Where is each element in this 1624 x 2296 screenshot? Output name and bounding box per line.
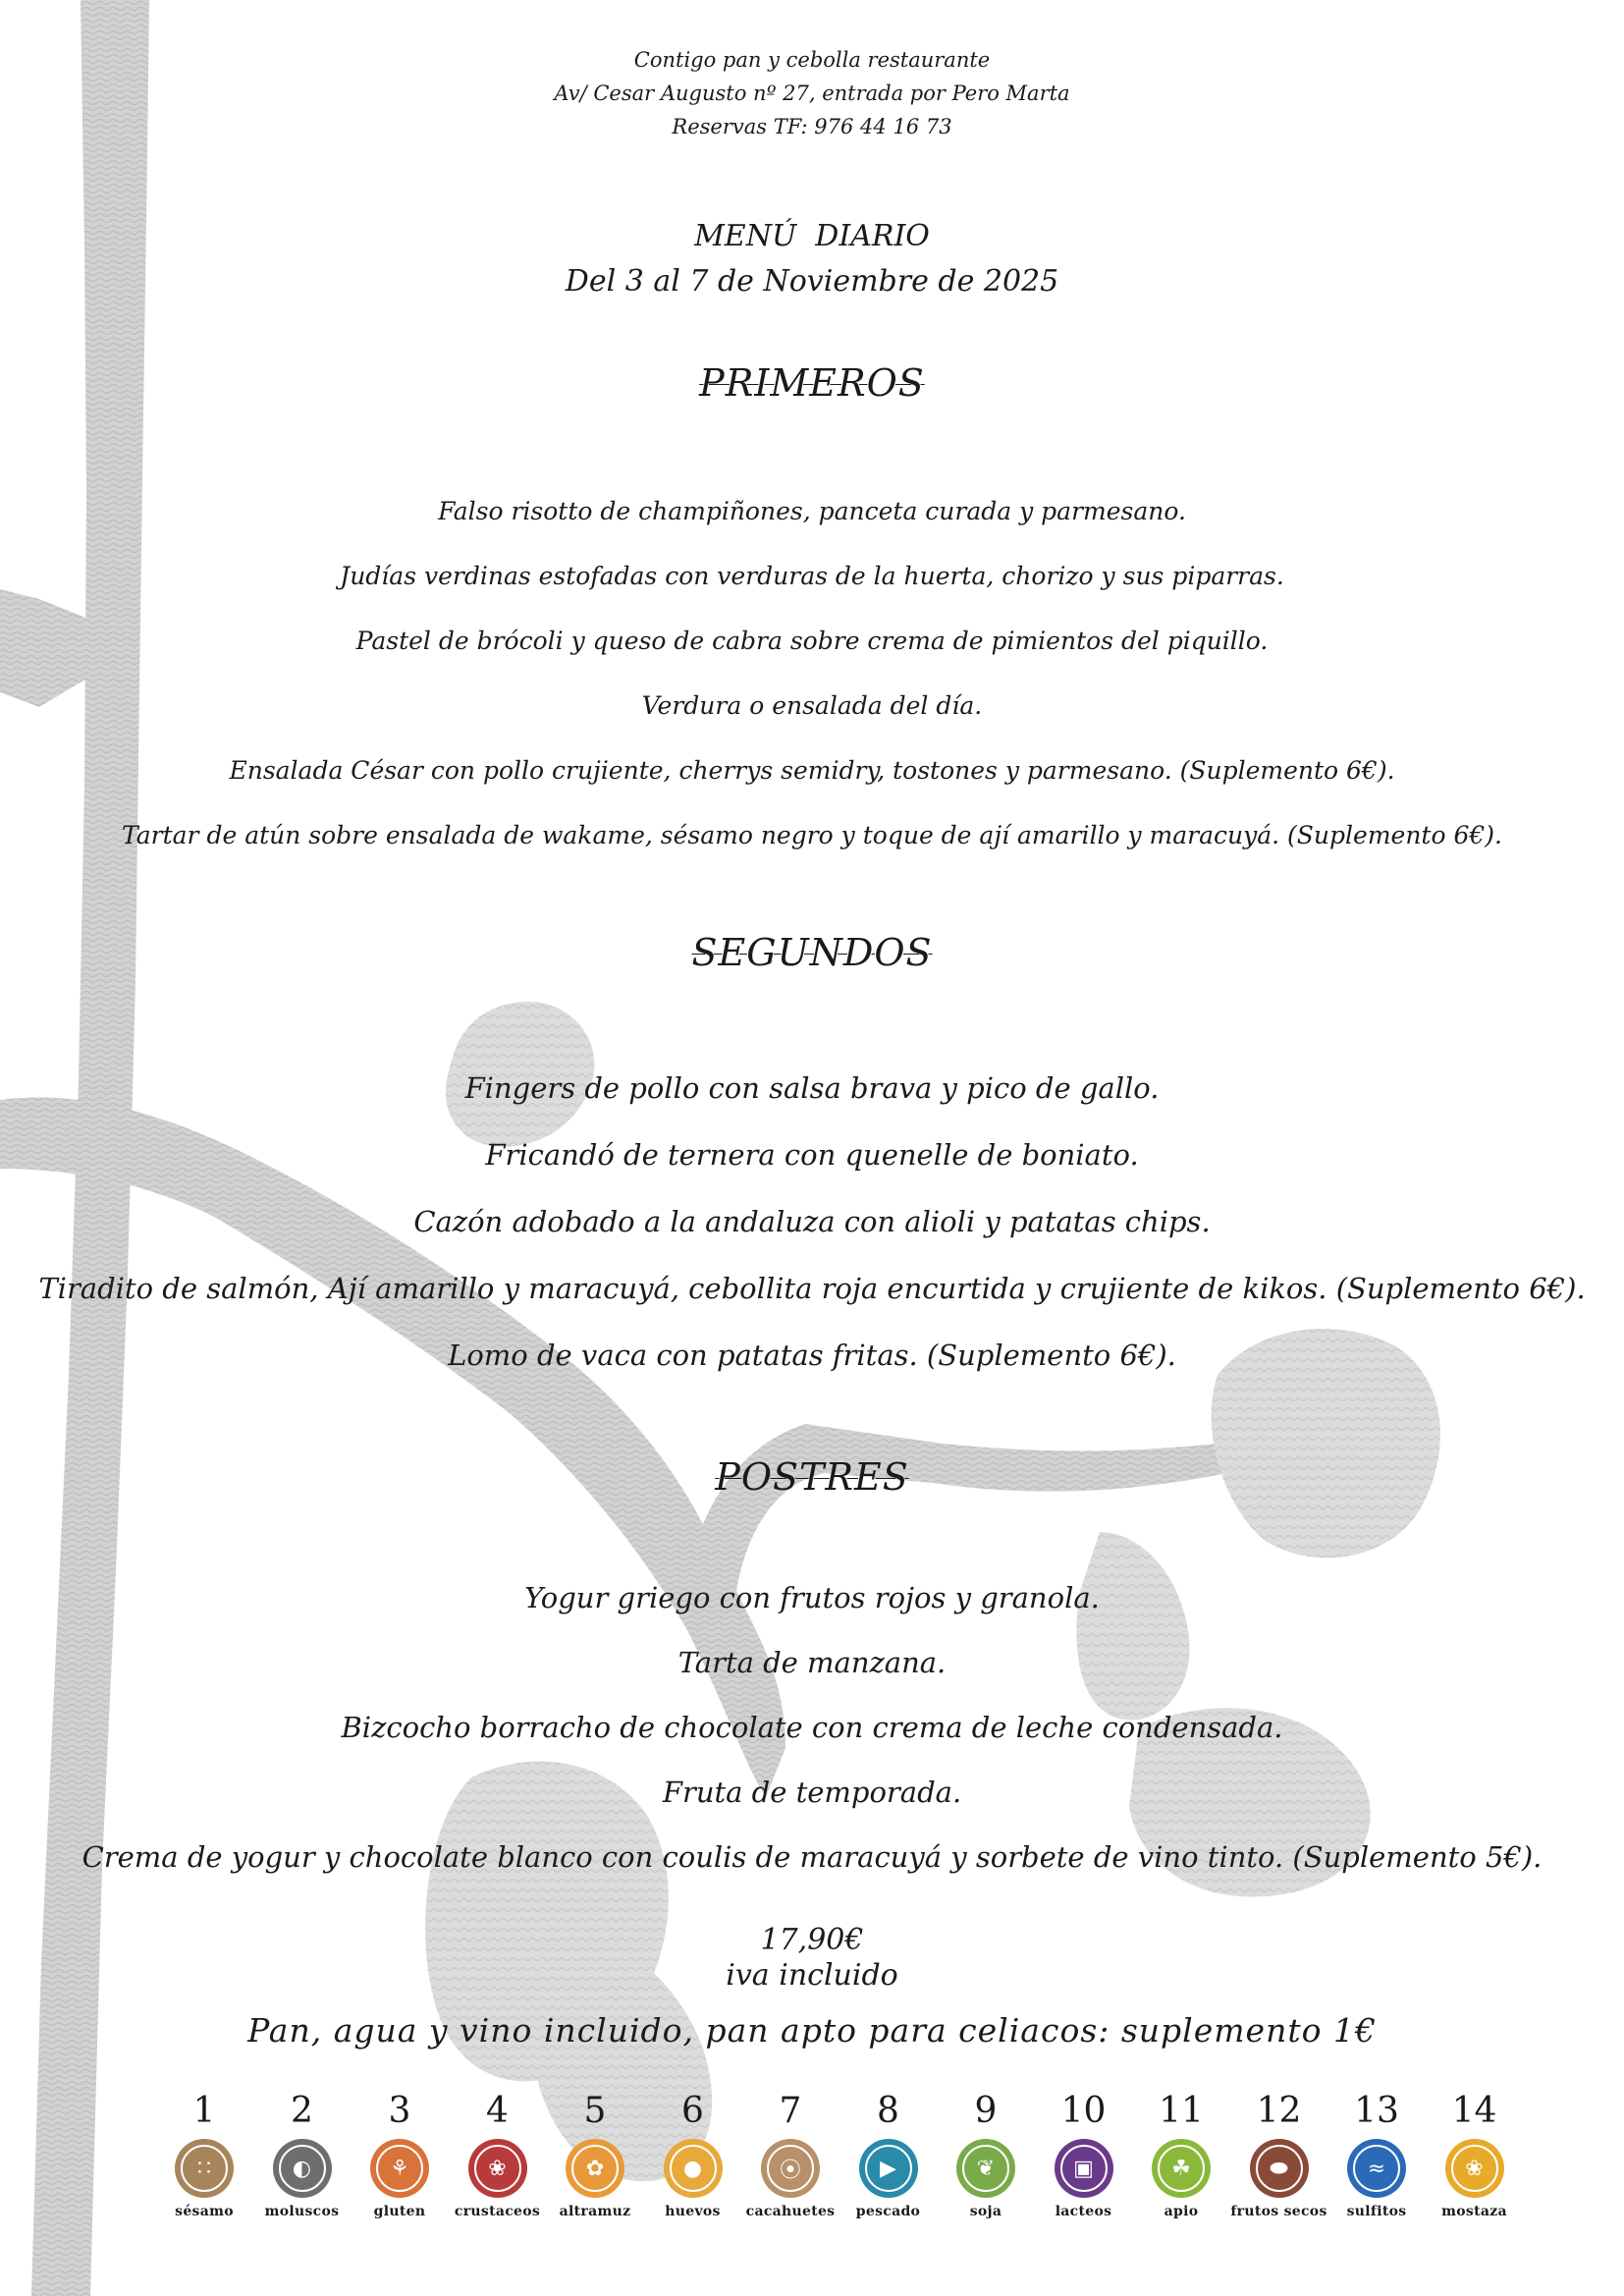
section-title-primeros xyxy=(0,361,1624,405)
allergen-number: 5 xyxy=(583,2091,607,2131)
postres-heading: POSTRES xyxy=(715,1455,909,1499)
allergen-label: pescado xyxy=(855,2204,921,2219)
allergen-item xyxy=(1035,2090,1133,2219)
allergen-label: cacahuetes xyxy=(745,2204,836,2219)
allergen-item xyxy=(1426,2090,1524,2219)
soy-icon: ❦ xyxy=(956,2139,1015,2198)
segundos-heading: SEGUNDOS xyxy=(691,931,933,974)
allergen-number: 6 xyxy=(681,2091,704,2131)
allergen-number: 8 xyxy=(877,2091,899,2131)
fish-icon: ▶ xyxy=(859,2139,918,2198)
allergen-label: huevos xyxy=(665,2204,721,2219)
allergen-number: 11 xyxy=(1159,2091,1204,2131)
mustard-icon: ❀ xyxy=(1445,2139,1504,2198)
dish-item: Falso risotto de champiñones, panceta curada y parmesano. xyxy=(438,497,1186,525)
allergen-item xyxy=(546,2090,644,2219)
primeros-heading: PRIMEROS xyxy=(699,361,925,405)
celery-icon: ☘ xyxy=(1152,2139,1211,2198)
wheat-icon: ⚘ xyxy=(370,2139,429,2198)
dish-item: Tiradito de salmón, Ají amarillo y maracuyá, cebollita roja encurtida y crujiente de kikos. (Suplemento 6€). xyxy=(38,1272,1586,1305)
dish-item: Fricandó de ternera con quenelle de boniato. xyxy=(485,1138,1139,1172)
allergen-label: altramuz xyxy=(559,2204,631,2219)
reservation-phone: Reservas TF: 976 44 16 73 xyxy=(672,115,952,138)
dish-item: Bizcocho borracho de chocolate con crema de leche condensada. xyxy=(341,1711,1283,1744)
allergen-number: 7 xyxy=(779,2091,802,2131)
dish-item: Verdura o ensalada del día. xyxy=(641,691,983,720)
allergen-item xyxy=(1327,2090,1426,2219)
dish-item: Fruta de temporada. xyxy=(662,1776,962,1809)
menu-price: 17,90€ xyxy=(760,1923,864,1957)
allergen-number: 12 xyxy=(1256,2091,1302,2131)
tax-note: iva incluido xyxy=(726,1958,898,1993)
allergen-number: 1 xyxy=(192,2091,216,2131)
allergen-label: gluten xyxy=(373,2204,426,2219)
dish-item: Yogur griego con frutos rojos y granola. xyxy=(524,1581,1100,1614)
dish-item: Tarta de manzana. xyxy=(677,1646,947,1679)
allergen-number: 14 xyxy=(1451,2091,1497,2131)
dish-item: Pastel de brócoli y queso de cabra sobre crema de pimientos del piquillo. xyxy=(355,627,1269,655)
allergen-item xyxy=(155,2090,253,2219)
crab-icon: ❀ xyxy=(468,2139,527,2198)
allergen-label: mostaza xyxy=(1441,2204,1507,2219)
allergen-item xyxy=(351,2090,449,2219)
allergen-label: sulfitos xyxy=(1346,2204,1407,2219)
allergen-number: 10 xyxy=(1060,2091,1107,2131)
allergen-item xyxy=(644,2090,742,2219)
dish-item: Ensalada César con pollo crujiente, cherrys semidry, tostones y parmesano. (Suplemento 6€). xyxy=(229,756,1395,785)
restaurant-address: Av/ Cesar Augusto nº 27, entrada por Pero Marta xyxy=(554,82,1070,105)
menu-title: MENÚ DIARIO xyxy=(694,219,930,253)
allergen-item xyxy=(253,2090,352,2219)
postres-list xyxy=(0,1565,1624,1889)
allergen-item xyxy=(1230,2090,1328,2219)
allergen-label: lacteos xyxy=(1055,2204,1112,2219)
allergen-number: 4 xyxy=(486,2091,509,2131)
dish-item: Crema de yogur y chocolate blanco con coulis de maracuyá y sorbete de vino tinto. (Suplemento 5€). xyxy=(81,1840,1543,1874)
allergen-item xyxy=(1132,2090,1230,2219)
dish-item: Lomo de vaca con patatas fritas. (Suplemento 6€). xyxy=(448,1339,1176,1372)
peanut-icon: ⦿ xyxy=(761,2139,820,2198)
price-block xyxy=(0,1923,1624,1994)
allergen-item xyxy=(937,2090,1035,2219)
allergen-label: apio xyxy=(1164,2204,1199,2219)
sesame-icon: ∷ xyxy=(175,2139,234,2198)
menu-dates: Del 3 al 7 de Noviembre de 2025 xyxy=(565,264,1059,299)
allergen-number: 3 xyxy=(388,2091,411,2131)
milk-icon: ▣ xyxy=(1055,2139,1113,2198)
allergen-label: frutos secos xyxy=(1230,2204,1327,2219)
allergen-label: crustaceos xyxy=(454,2204,541,2219)
shell-icon: ◐ xyxy=(273,2139,332,2198)
dish-item: Fingers de pollo con salsa brava y pico de gallo. xyxy=(464,1071,1160,1105)
allergen-label: sésamo xyxy=(175,2204,234,2219)
allergen-number: 2 xyxy=(291,2091,313,2131)
allergen-item xyxy=(741,2090,839,2219)
allergen-number: 9 xyxy=(974,2091,998,2131)
dish-item: Judías verdinas estofadas con verduras de la huerta, chorizo y sus piparras. xyxy=(340,562,1284,590)
section-title-segundos xyxy=(0,931,1624,974)
restaurant-header xyxy=(0,43,1624,143)
nut-icon: ⬬ xyxy=(1250,2139,1309,2198)
section-title-postres xyxy=(0,1455,1624,1499)
allergen-number: 13 xyxy=(1354,2091,1399,2131)
allergen-legend xyxy=(155,2090,1520,2237)
egg-icon: ● xyxy=(664,2139,723,2198)
sulphite-icon: ≈ xyxy=(1347,2139,1406,2198)
allergen-item xyxy=(449,2090,547,2219)
restaurant-name: Contigo pan y cebolla restaurante xyxy=(633,48,991,72)
segundos-list xyxy=(0,1055,1624,1389)
dish-item: Tartar de atún sobre ensalada de wakame, sésamo negro y toque de ají amarillo y maracuyá. (Suplemento 6€). xyxy=(122,821,1502,849)
lupin-icon: ✿ xyxy=(566,2139,624,2198)
allergen-label: moluscos xyxy=(264,2204,340,2219)
menu-title-block xyxy=(0,214,1624,304)
allergen-item xyxy=(839,2090,938,2219)
bread-note: Pan, agua y vino incluido, pan apto para celiacos: suplemento 1€ xyxy=(247,2011,1377,2050)
allergen-label: soja xyxy=(969,2204,1002,2219)
primeros-list xyxy=(0,479,1624,868)
dish-item: Cazón adobado a la andaluza con alioli y patatas chips. xyxy=(413,1205,1211,1238)
